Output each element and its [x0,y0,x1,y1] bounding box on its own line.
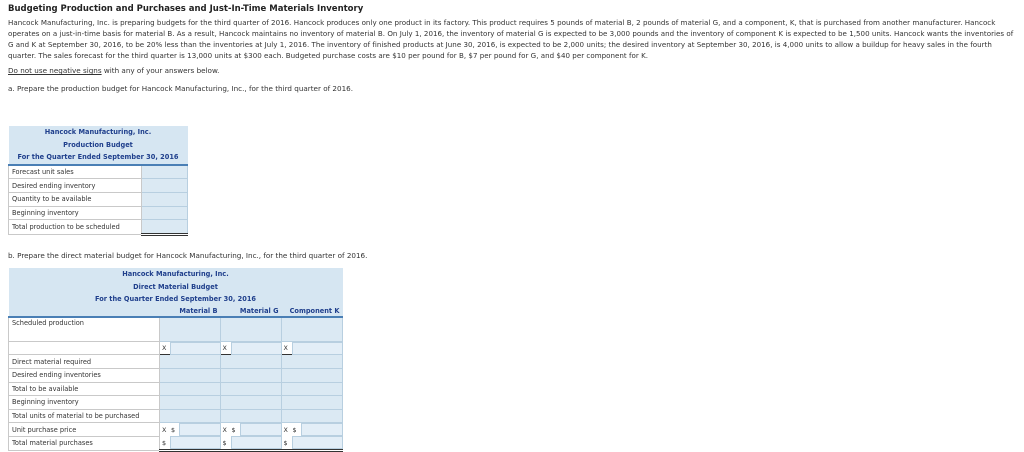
db-purchased-b-input[interactable] [160,409,221,423]
sign-note [8,66,1016,76]
pb-total-production-input[interactable] [142,220,188,235]
part-b-instruction: b. Prepare the direct material budget for Hancock Manufacturing, Inc., for the third quarter of 2016. [8,251,368,260]
table-row [9,382,343,396]
db-beginning-b-input[interactable] [160,396,221,410]
pb-row-label: Beginning inventory [9,206,142,220]
db-scheduled-k-input[interactable] [282,317,343,342]
db-desired-g-input[interactable] [221,368,282,382]
dollar-sign: $ [292,425,297,434]
times-sign: X [222,344,227,353]
pb-period: For the Quarter Ended September 30, 2016 [9,151,188,165]
table-row [9,423,343,437]
table-row [9,206,188,220]
times-sign: X [162,344,167,353]
db-row-label: Total material purchases [9,436,160,450]
table-row [9,368,343,382]
db-available-b-input[interactable] [160,382,221,396]
db-purchased-k-input[interactable] [282,409,343,423]
pb-desired-ending-input[interactable] [142,179,188,193]
db-desired-b-input[interactable] [160,368,221,382]
db-scheduled-g-input[interactable] [221,317,282,342]
db-available-g-input[interactable] [221,382,282,396]
problem-title: Budgeting Production and Purchases and Just-In-Time Materials Inventory [8,4,364,14]
db-row-label: Scheduled production [9,317,160,342]
pb-beginning-inventory-input[interactable] [142,206,188,220]
db-total-b-input[interactable] [170,436,221,449]
times-sign: X [283,425,288,434]
table-row [9,355,343,369]
db-qty-per-unit-k-input[interactable] [292,342,343,355]
table-row [9,165,188,179]
db-qty-per-unit-b-input[interactable] [170,342,221,355]
problem-description: Hancock Manufacturing, Inc. is preparing budgets for the third quarter of 2016. Hancock produces only one product in its factory. This product requires 5 pounds of material B, 2 pounds of material G, and a component, K, that is purchased from another manufacturer. Hancock operates on a just-in-time basis for material B. As a result, Hancock maintains no inventory of material B. On July 1, 2016, the inventory of material G is expected to be 3,000 pounds and the inventory of component K is expected to be 1,500 units. Hancock wants the inventories of G and K at September 30, 2016, to be 20% less than the inventories at July 1, 2016. The inventory of finished products at June 30, 2016, is expected to be 2,000 units; the desired inventory at September 30, 2016, is 4,000 units to allow a buildup for heavy sales in the fourth quarter. The sales forecast for the third quarter is 13,000 units at $300 each. Budgeted purchase costs are $10 per pound for B, $7 per pound for G, and $40 per component for K. [8,18,1014,61]
table-row [9,341,343,355]
db-required-g-input[interactable] [221,355,282,369]
db-price-b-input[interactable] [179,423,221,436]
db-price-g-input[interactable] [240,423,282,436]
pb-row-label: Total production to be scheduled [9,220,142,235]
db-company: Hancock Manufacturing, Inc. [9,268,343,281]
dollar-sign: $ [171,425,176,434]
pb-row-label: Quantity to be available [9,192,142,206]
db-row-label: Total to be available [9,382,160,396]
db-row-label: Desired ending inventories [9,368,160,382]
pb-row-label: Forecast unit sales [9,165,142,179]
table-row [9,317,343,342]
db-beginning-g-input[interactable] [221,396,282,410]
db-row-label: Unit purchase price [9,423,160,437]
db-scheduled-b-input[interactable] [160,317,221,342]
db-required-b-input[interactable] [160,355,221,369]
db-period: For the Quarter Ended September 30, 2016 [9,293,343,306]
db-row-label: Total units of material to be purchased [9,409,160,423]
db-desired-k-input[interactable] [282,368,343,382]
table-row [9,409,343,423]
table-row [9,396,343,410]
part-a-instruction: a. Prepare the production budget for Hancock Manufacturing, Inc., for the third quarter of 2016. [8,83,354,93]
db-col-material-g: Material G [221,306,282,317]
db-row-label: Direct material required [9,355,160,369]
dollar-sign: $ [283,438,288,447]
db-qty-per-unit-g-input[interactable] [231,342,282,355]
db-price-k-input[interactable] [301,423,343,436]
pb-title: Production Budget [9,139,188,152]
db-purchased-g-input[interactable] [221,409,282,423]
pb-row-label: Desired ending inventory [9,179,142,193]
times-sign: X [162,425,167,434]
dollar-sign: $ [222,438,227,447]
db-available-k-input[interactable] [282,382,343,396]
db-title: Direct Material Budget [9,281,343,294]
db-beginning-k-input[interactable] [282,396,343,410]
dollar-sign: $ [162,438,167,447]
production-budget-table [8,126,188,236]
db-row-label: Beginning inventory [9,396,160,410]
db-total-k-input[interactable] [292,436,343,449]
direct-material-budget-table [8,268,343,452]
db-col-component-k: Component K [282,306,343,317]
table-row [9,436,343,450]
db-col-material-b: Material B [160,306,221,317]
times-sign: X [283,344,288,353]
table-row [9,220,188,235]
table-row [9,192,188,206]
pb-forecast-sales-input[interactable] [142,165,188,179]
sign-note-emphasis: Do not use negative signs [8,66,102,76]
times-sign: X [222,425,227,434]
dollar-sign: $ [231,425,236,434]
pb-company: Hancock Manufacturing, Inc. [9,126,188,139]
problem-header [8,4,1016,101]
pb-quantity-available-input[interactable] [142,192,188,206]
sign-note-rest: with any of your answers below. [101,66,220,76]
table-row [9,179,188,193]
db-total-g-input[interactable] [231,436,282,449]
db-required-k-input[interactable] [282,355,343,369]
